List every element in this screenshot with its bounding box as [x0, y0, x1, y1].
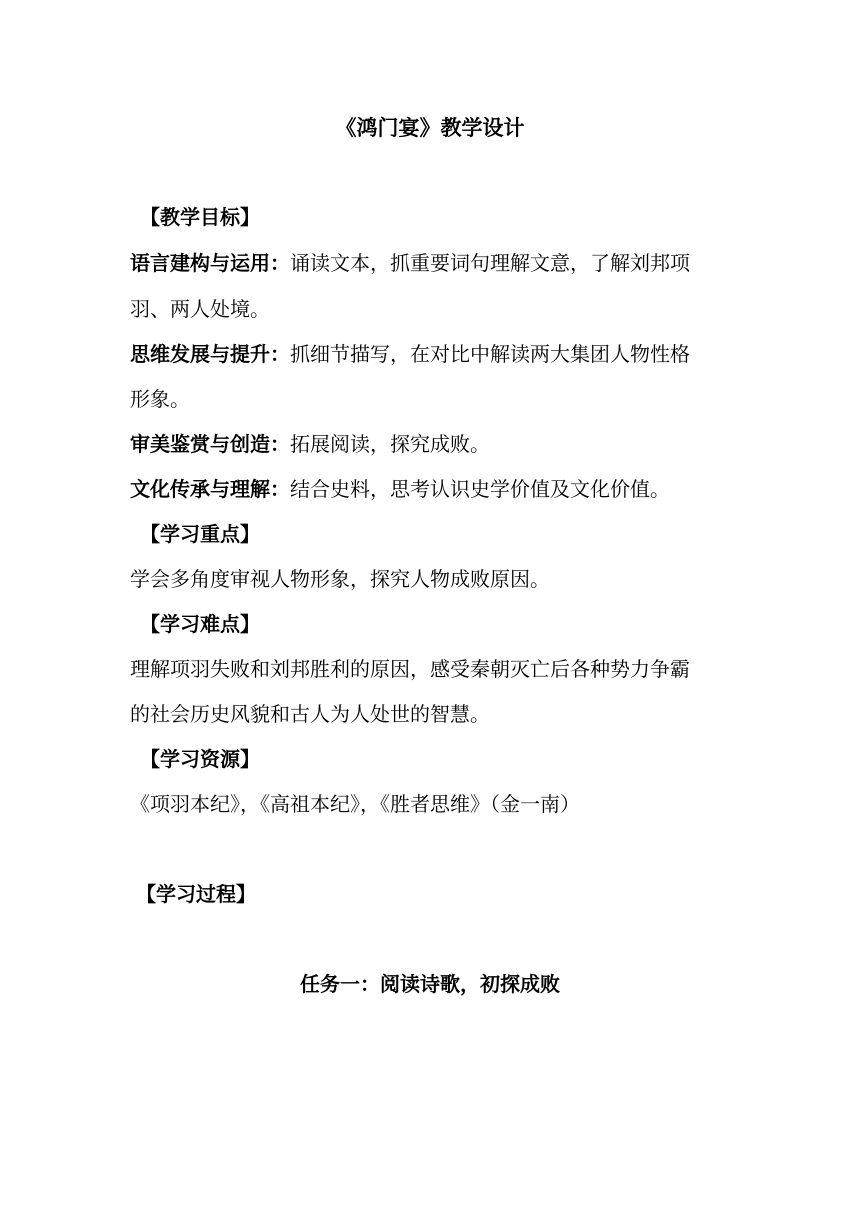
difficulty-text-cont: 的社会历史风貌和古人为人处世的智慧。	[130, 702, 490, 726]
objective-label: 审美鉴赏与创造：	[130, 432, 290, 456]
objective-thinking-cont: 形象。	[130, 387, 190, 411]
objective-label: 文化传承与理解：	[130, 477, 290, 501]
difficulty-text: 理解项羽失败和刘邦胜利的原因，感受秦朝灭亡后各种势力争霸	[130, 657, 690, 681]
key-text: 学会多角度审视人物形象，探究人物成败原因。	[130, 567, 550, 591]
objective-text: 拓展阅读，探究成败。	[290, 432, 490, 456]
objective-text: 结合史料，思考认识史学价值及文化价值。	[290, 477, 670, 501]
key-heading: 【学习重点】	[140, 522, 260, 546]
objective-label: 思维发展与提升：	[130, 342, 290, 366]
document-title: 《鸿门宴》教学设计	[335, 116, 525, 140]
objective-thinking	[130, 340, 740, 368]
objective-language-cont: 羽、两人处境。	[130, 297, 270, 321]
difficulty-heading: 【学习难点】	[140, 612, 260, 636]
task-one-heading: 任务一：阅读诗歌，初探成败	[300, 972, 560, 996]
objectives-heading: 【教学目标】	[140, 205, 260, 229]
objective-culture	[130, 475, 740, 503]
resources-heading: 【学习资源】	[140, 747, 260, 771]
resources-text: 《项羽本纪》，《高祖本纪》，《胜者思维》（金一南）	[130, 792, 580, 816]
objective-label: 语言建构与运用：	[130, 251, 290, 275]
objective-text: 抓细节描写，在对比中解读两大集团人物性格	[290, 342, 690, 366]
objective-language	[130, 249, 740, 277]
process-heading: 【学习过程】	[136, 882, 256, 906]
objective-text: 诵读文本，抓重要词句理解文意，了解刘邦项	[290, 251, 690, 275]
objective-aesthetic	[130, 430, 740, 458]
